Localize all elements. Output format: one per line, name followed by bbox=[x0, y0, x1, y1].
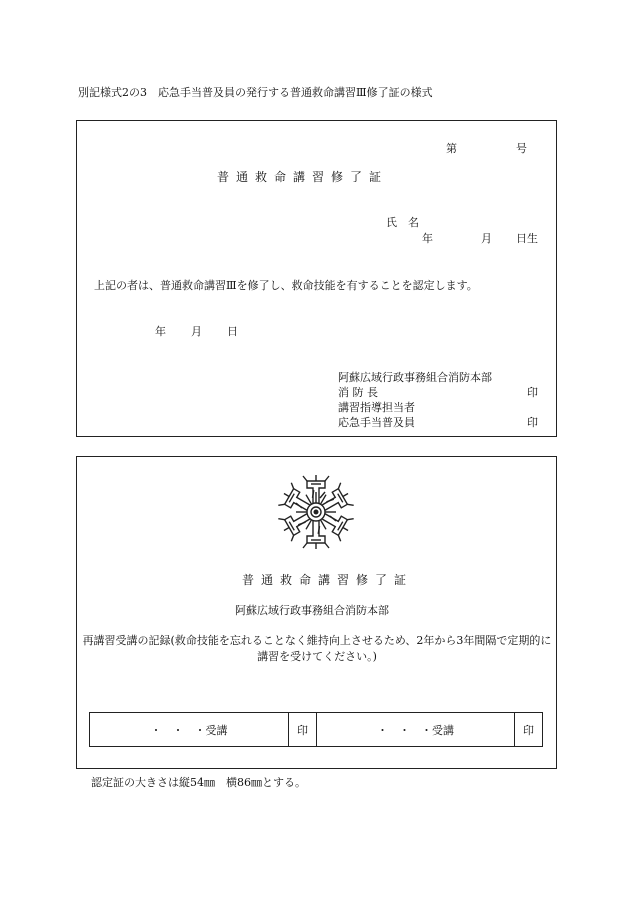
birth-day-label: 日生 bbox=[516, 232, 538, 245]
chief-seal-mark: 印 bbox=[527, 386, 538, 399]
certificate-number-prefix: 第 bbox=[446, 142, 457, 155]
issue-month-label: 月 bbox=[191, 325, 202, 338]
issuer-organization: 阿蘇広域行政事務組合消防本部 bbox=[338, 371, 492, 384]
name-label: 氏 名 bbox=[386, 216, 419, 229]
issue-year-label: 年 bbox=[155, 325, 166, 338]
retraining-record-note: 再講習受講の記録(救命技能を忘れることなく維持向上させるため、2年から3年間隔で定期的に講習を受けてください。) bbox=[82, 634, 552, 663]
size-footnote: 認定証の大きさは縦54㎜ 横86㎜とする。 bbox=[91, 776, 306, 789]
back-organization: 阿蘇広域行政事務組合消防本部 bbox=[235, 604, 389, 617]
instructor-role: 応急手当普及員 bbox=[338, 416, 415, 429]
issue-day-label: 日 bbox=[227, 325, 238, 338]
fire-chief-label: 消 防 長 bbox=[338, 386, 378, 399]
retraining-seal-cell: 印 bbox=[288, 712, 316, 747]
birth-month-label: 月 bbox=[481, 232, 492, 245]
back-certificate-title: 普通救命講習修了証 bbox=[242, 573, 414, 587]
certification-statement: 上記の者は、普通救命講習Ⅲを修了し、救命技能を有することを認定します。 bbox=[94, 279, 478, 292]
instructor-label: 講習指導担当者 bbox=[338, 401, 415, 414]
fire-department-emblem-icon bbox=[276, 472, 356, 552]
certificate-number-suffix: 号 bbox=[516, 142, 527, 155]
certificate-title: 普通救命講習修了証 bbox=[217, 170, 389, 184]
instructor-seal-mark: 印 bbox=[527, 416, 538, 429]
document-heading: 別記様式2の3 応急手当普及員の発行する普通救命講習Ⅲ修了証の様式 bbox=[78, 86, 433, 99]
retraining-date-cell: ・ ・ ・受講 bbox=[316, 712, 514, 747]
retraining-seal-cell: 印 bbox=[514, 712, 543, 747]
birth-year-label: 年 bbox=[422, 232, 433, 245]
retraining-date-cell: ・ ・ ・受講 bbox=[89, 712, 288, 747]
